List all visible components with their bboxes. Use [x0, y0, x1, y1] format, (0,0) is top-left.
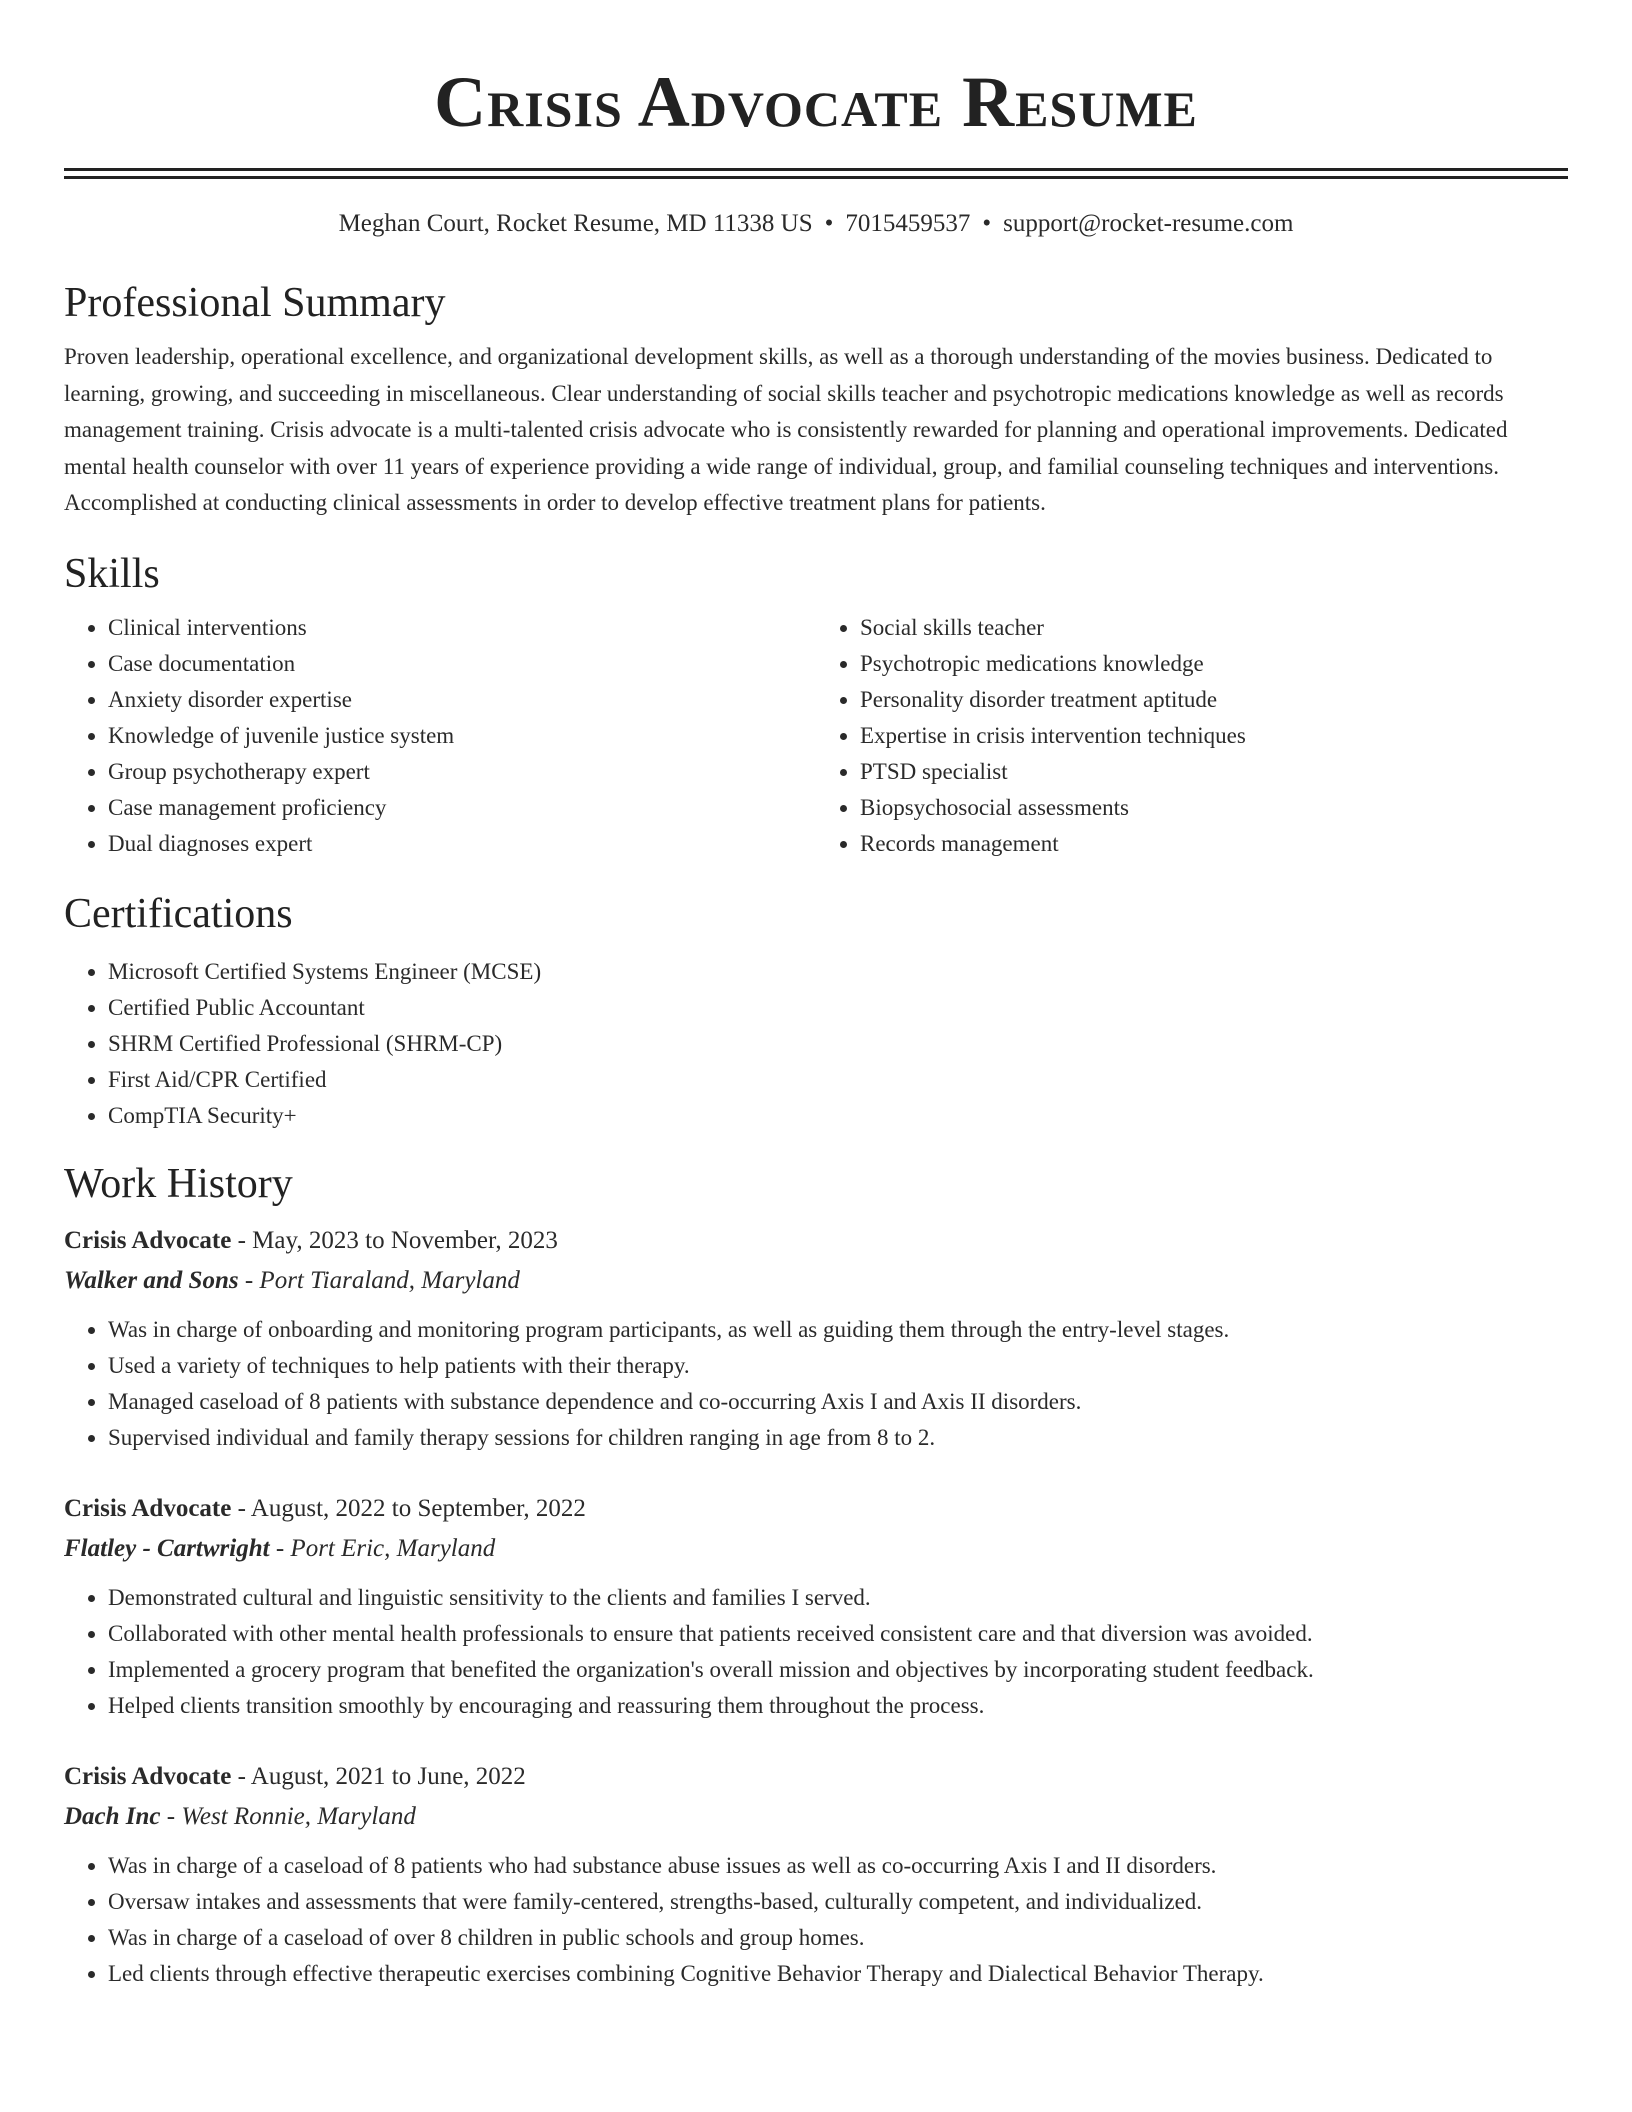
title-double-rule: [64, 168, 1568, 179]
job-dates: - May, 2023 to November, 2023: [231, 1226, 558, 1254]
job-role: Crisis Advocate: [64, 1226, 232, 1254]
resume-title: Crisis Advocate Resume: [434, 62, 1198, 142]
skill-item: • Biopsychosocial assessments: [860, 790, 1568, 826]
skill-item: • Psychotropic medications knowledge: [860, 646, 1568, 682]
skill-item: • Dual diagnoses expert: [108, 826, 816, 862]
skill-item: • Expertise in crisis intervention techniques: [860, 718, 1568, 754]
contact-email: support@rocket-resume.com: [1003, 210, 1294, 237]
job-duty: • Collaborated with other mental health professionals to ensure that patients received consistent care and that diversion was avoided.: [108, 1616, 1568, 1652]
job-duty: • Managed caseload of 8 patients with substance dependence and co-occurring Axis I and Axis II disorders.: [108, 1384, 1568, 1420]
contact-address: Meghan Court, Rocket Resume, MD 11338 US: [338, 210, 813, 237]
job-duty: • Used a variety of techniques to help patients with their therapy.: [108, 1348, 1568, 1384]
skills-columns: [64, 610, 1568, 862]
certifications-list: [64, 954, 1568, 1134]
job-duty: • Was in charge of a caseload of 8 patients who had substance abuse issues as well as co-occurring Axis I and II disorders.: [108, 1848, 1568, 1884]
job-duties-list: [64, 1312, 1568, 1456]
skills-list-right: [816, 610, 1568, 862]
skills-list-left: [64, 610, 816, 862]
job-duty: • Demonstrated cultural and linguistic sensitivity to the clients and families I served.: [108, 1580, 1568, 1616]
contact-separator: •: [982, 210, 992, 237]
work-history-heading: Work History: [64, 1160, 293, 1207]
job-duty: • Was in charge of a caseload of over 8 children in public schools and group homes.: [108, 1920, 1568, 1956]
job-location: - Port Tiaraland, Maryland: [238, 1266, 520, 1294]
certification-item: • Microsoft Certified Systems Engineer (MCSE): [108, 954, 1568, 990]
job-entry: [64, 1224, 1568, 1456]
job-header: [64, 1760, 1568, 1794]
skill-item: • Records management: [860, 826, 1568, 862]
job-location: - West Ronnie, Maryland: [160, 1802, 416, 1830]
skill-item: • Group psychotherapy expert: [108, 754, 816, 790]
job-employer: [64, 1532, 1568, 1566]
contact-phone: 7015459537: [845, 210, 971, 237]
job-company: Flatley - Cartwright: [64, 1534, 270, 1562]
job-duty: • Led clients through effective therapeutic exercises combining Cognitive Behavior Therapy and Dialectical Behavior Therapy.: [108, 1956, 1568, 1992]
job-dates: - August, 2021 to June, 2022: [231, 1762, 526, 1790]
skill-item: • PTSD specialist: [860, 754, 1568, 790]
skill-item: • Personality disorder treatment aptitude: [860, 682, 1568, 718]
skills-heading: Skills: [64, 550, 160, 597]
certification-item: • SHRM Certified Professional (SHRM-CP): [108, 1026, 1568, 1062]
job-role: Crisis Advocate: [64, 1762, 232, 1790]
job-company: Dach Inc: [64, 1802, 161, 1830]
job-header: [64, 1224, 1568, 1258]
job-duty: • Implemented a grocery program that benefited the organization's overall mission and objectives by incorporating student feedback.: [108, 1652, 1568, 1688]
job-duties-list: [64, 1848, 1568, 1992]
job-dates: - August, 2022 to September, 2022: [231, 1494, 586, 1522]
skill-item: • Anxiety disorder expertise: [108, 682, 816, 718]
certifications-heading: Certifications: [64, 890, 293, 937]
job-employer: [64, 1800, 1568, 1834]
summary-text: Proven leadership, operational excellence, and organizational development skills, as well as a thorough understanding of the movies business. Dedicated to learning, growing, and succeeding in miscellaneous. Clear understanding of social skills teacher and psychotropic medications knowledge as well as records management training. Crisis advocate is a multi-talented crisis advocate who is consistently rewarded for planning and operational improvements. Dedicated mental health counselor with over 11 years of experience providing a wide range of individual, group, and familial counseling techniques and interventions. Accomplished at conducting clinical assessments in order to develop effective treatment plans for patients.: [64, 344, 1508, 515]
certification-item: • Certified Public Accountant: [108, 990, 1568, 1026]
job-duty: • Was in charge of onboarding and monitoring program participants, as well as guiding them through the entry-level stages.: [108, 1312, 1568, 1348]
job-duty: • Helped clients transition smoothly by encouraging and reassuring them throughout the process.: [108, 1688, 1568, 1724]
skill-item: • Social skills teacher: [860, 610, 1568, 646]
job-duty: • Oversaw intakes and assessments that were family-centered, strengths-based, culturally competent, and individualized.: [108, 1884, 1568, 1920]
contact-separator: •: [824, 210, 834, 237]
skill-item: • Case management proficiency: [108, 790, 816, 826]
job-role: Crisis Advocate: [64, 1494, 232, 1522]
job-entry: [64, 1492, 1568, 1724]
job-entry: [64, 1760, 1568, 1992]
job-employer: [64, 1264, 1568, 1298]
job-duties-list: [64, 1580, 1568, 1724]
skill-item: • Clinical interventions: [108, 610, 816, 646]
job-duty: • Supervised individual and family therapy sessions for children ranging in age from 8 to 2.: [108, 1420, 1568, 1456]
job-header: [64, 1492, 1568, 1526]
skill-item: • Knowledge of juvenile justice system: [108, 718, 816, 754]
certification-item: • First Aid/CPR Certified: [108, 1062, 1568, 1098]
summary-heading: Professional Summary: [64, 280, 446, 326]
contact-line: [64, 207, 1568, 241]
certification-item: • CompTIA Security+: [108, 1098, 1568, 1134]
skill-item: • Case documentation: [108, 646, 816, 682]
job-company: Walker and Sons: [64, 1266, 239, 1294]
job-location: - Port Eric, Maryland: [269, 1534, 496, 1562]
